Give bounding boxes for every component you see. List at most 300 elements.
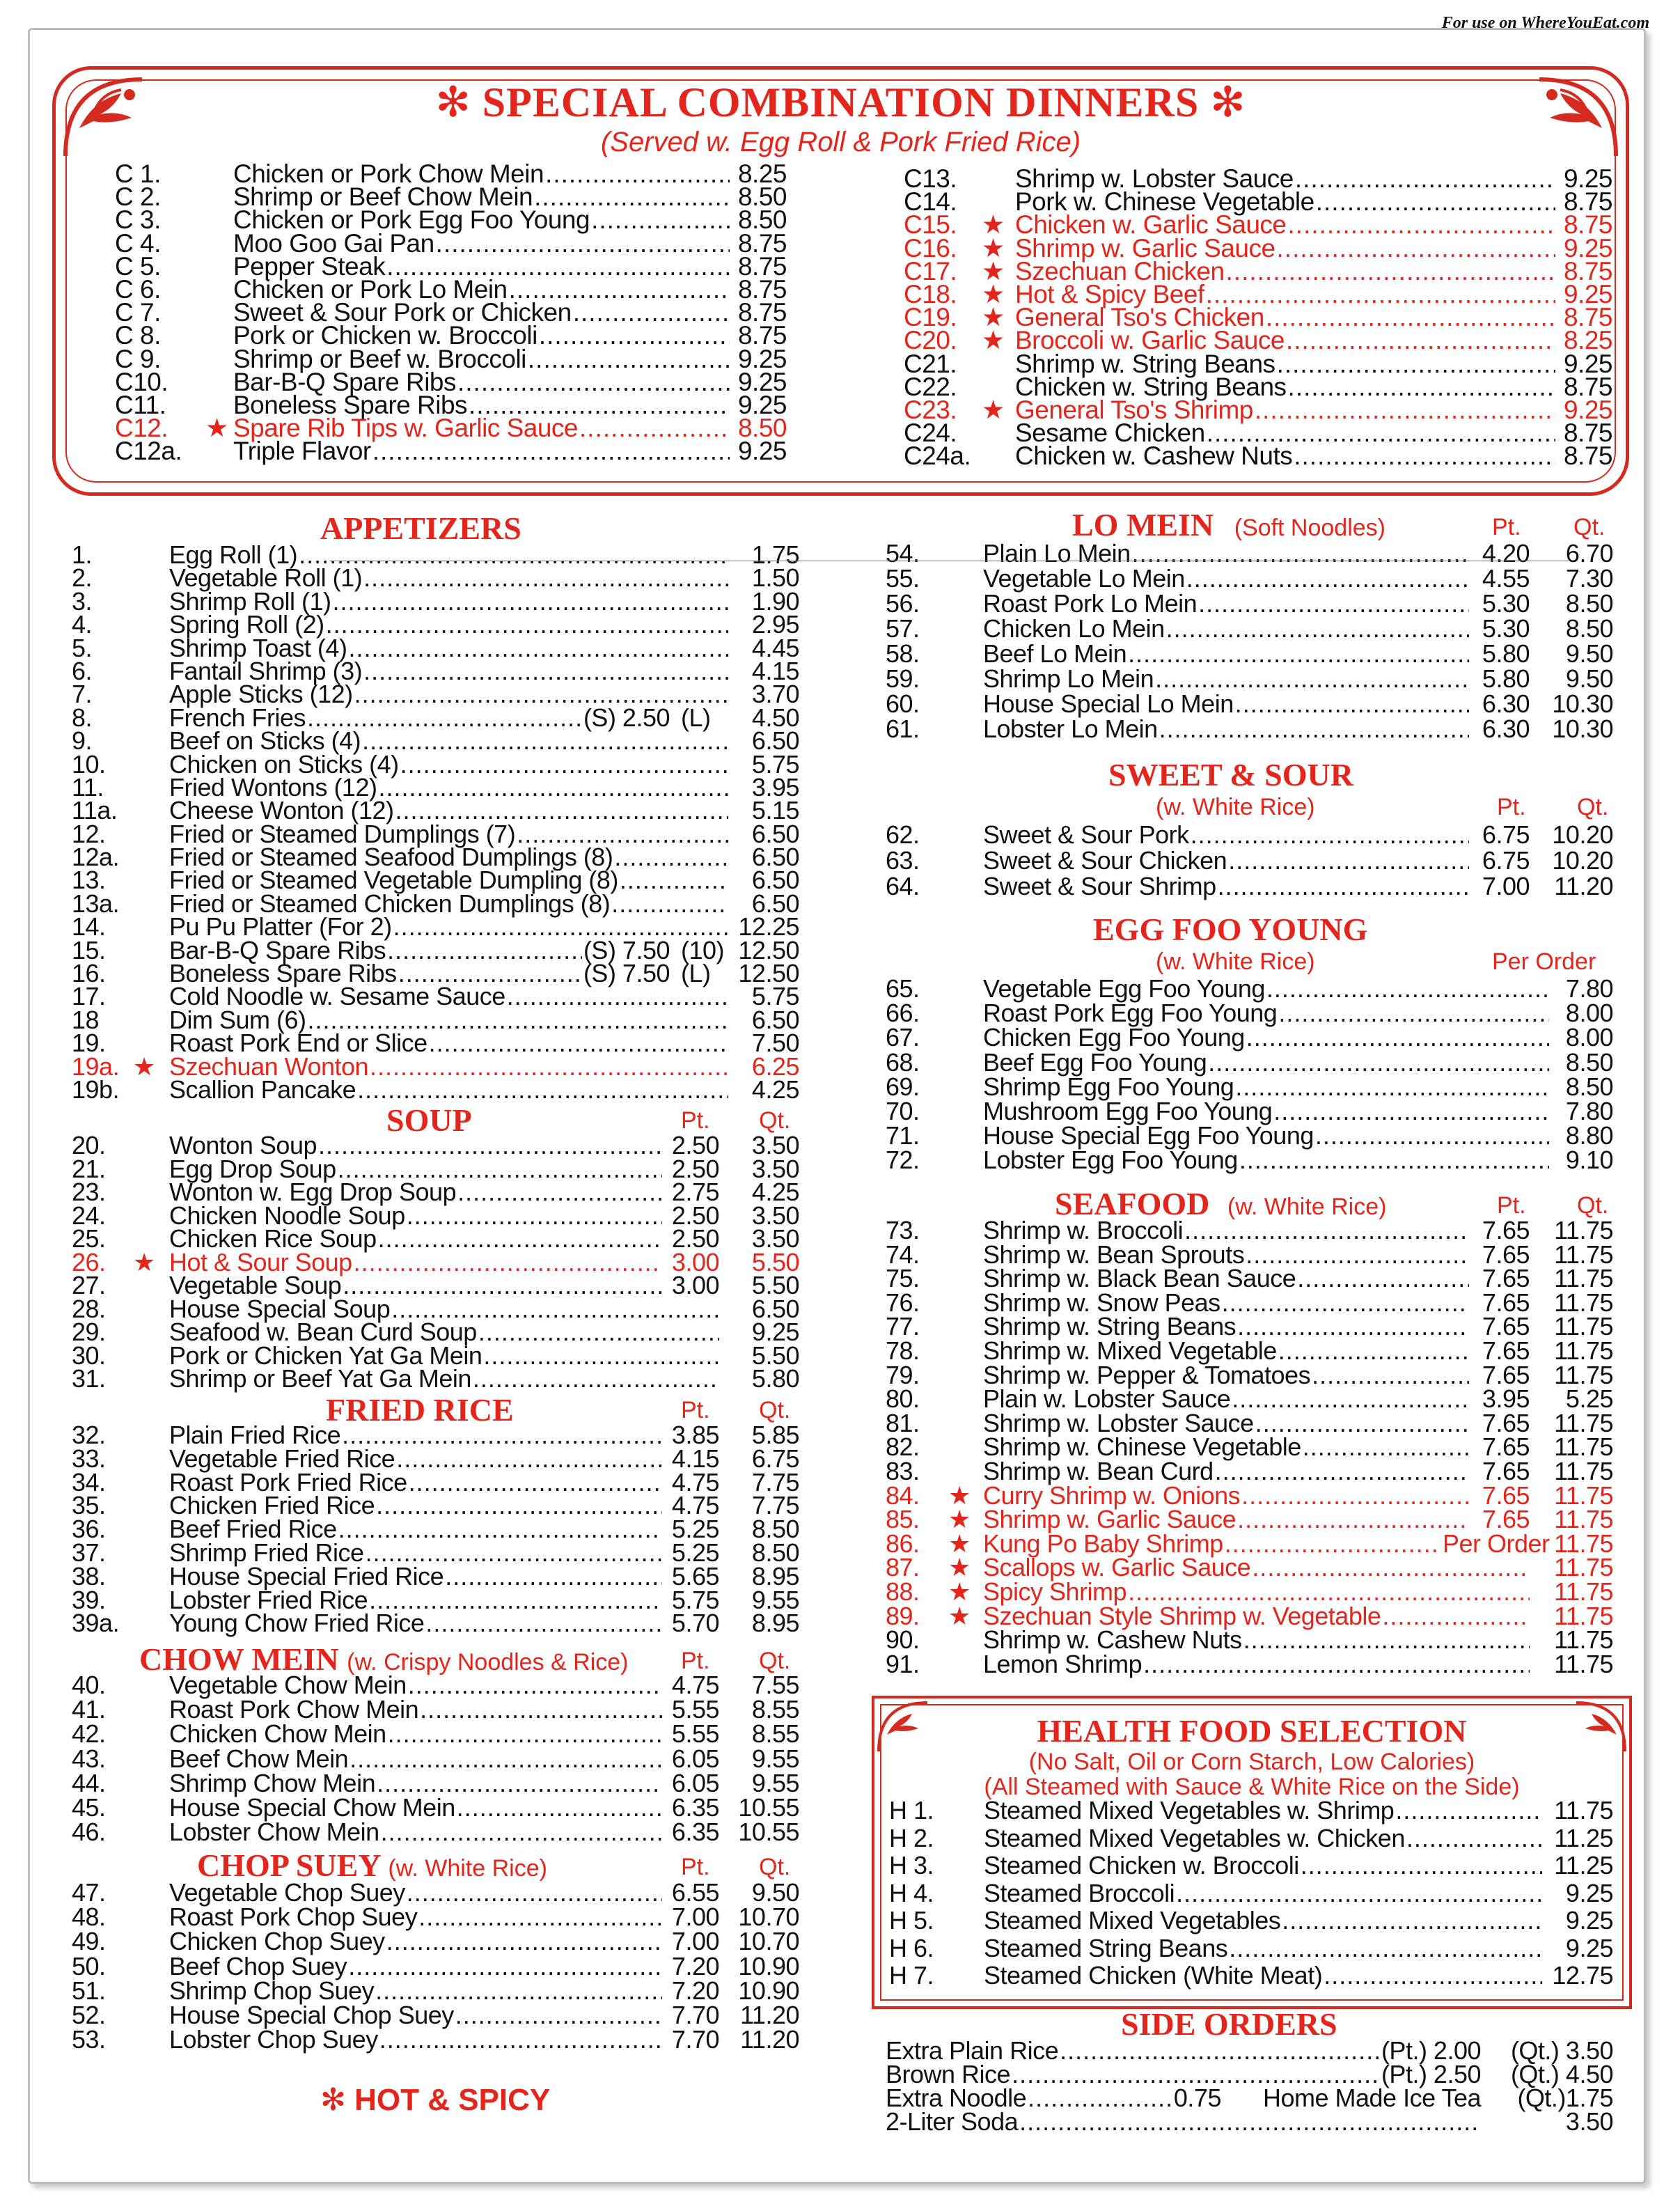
item-name: Steamed Mixed Vegetables xyxy=(984,1906,1281,1935)
item-number: 63. xyxy=(886,846,920,875)
item-name: Egg Roll (1) xyxy=(169,540,298,569)
item-name: Roast Pork End or Slice xyxy=(169,1029,427,1058)
item-name: House Special Fried Rice xyxy=(169,1561,444,1591)
menu-item-row xyxy=(886,541,1613,566)
item-name: Chicken w. Garlic Sauce xyxy=(1015,210,1287,240)
item-name: Roast Pork Egg Foo Young xyxy=(983,999,1278,1028)
menu-item-row xyxy=(904,326,1612,355)
item-name: Vegetable Chop Suey xyxy=(169,1878,405,1907)
item-price: 4.45 xyxy=(751,633,799,662)
chow-mein-list xyxy=(72,1671,799,1847)
item-name: Roast Pork Fried Rice xyxy=(169,1467,407,1497)
pint-price: 6.35 xyxy=(671,1792,719,1822)
item-number: 11a. xyxy=(72,796,118,825)
sweet-sour-list xyxy=(886,822,1613,899)
leader-dots xyxy=(1315,1123,1549,1148)
item-price: 9.25 xyxy=(1565,1906,1613,1935)
item-price: 8.75 xyxy=(1563,372,1612,401)
leader-dots xyxy=(375,1978,662,2003)
item-name: Moo Goo Gai Pan xyxy=(233,228,434,258)
item-price: 8.50 xyxy=(737,414,787,443)
leader-dots xyxy=(1143,1653,1530,1677)
menu-item-row xyxy=(889,1852,1613,1880)
item-price: 6.50 xyxy=(751,819,799,848)
item-number: C24a. xyxy=(904,442,971,471)
leader-dots xyxy=(1295,167,1555,190)
item-number: C18. xyxy=(904,279,957,308)
menu-item-row xyxy=(72,819,799,848)
item-number: 38. xyxy=(72,1561,106,1591)
per-order-label: Per Order xyxy=(1443,1529,1550,1558)
menu-item-row xyxy=(886,1216,1613,1244)
hot-star-icon: ★ xyxy=(982,210,1005,240)
item-number: 37. xyxy=(72,1538,106,1567)
menu-item-row xyxy=(72,1341,799,1370)
menu-item-row xyxy=(72,1903,799,1932)
leader-dots xyxy=(1406,1825,1542,1852)
item-name: Chicken or Pork Lo Mein xyxy=(233,274,508,304)
quart-price: (Qt.) 3.50 xyxy=(1510,2036,1613,2065)
item-name: Chicken on Sticks (4) xyxy=(169,749,399,779)
item-name: Szechuan Wonton xyxy=(169,1052,369,1081)
item-number: 59. xyxy=(886,664,920,693)
leader-dots xyxy=(1060,2039,1380,2063)
menu-item-row xyxy=(886,591,1613,616)
pint-price: 7.00 xyxy=(671,1927,719,1956)
item-name: Shrimp or Beef Chow Mein xyxy=(233,182,533,212)
menu-item-row xyxy=(886,1023,1613,1052)
menu-item-row xyxy=(72,656,799,685)
item-name: Beef Lo Mein xyxy=(983,639,1127,668)
item-number: 91. xyxy=(886,1649,920,1678)
menu-item-row xyxy=(72,1561,799,1591)
menu-item-row xyxy=(115,344,787,373)
menu-item-row xyxy=(72,1180,799,1204)
item-number: 28. xyxy=(72,1294,106,1323)
item-name: Roast Pork Chow Mein xyxy=(169,1695,419,1724)
hot-star-icon: ★ xyxy=(205,414,228,443)
leader-dots xyxy=(372,439,730,462)
item-price: 12.25 xyxy=(738,912,799,942)
item-price: 8.50 xyxy=(737,205,787,235)
egg-foo-young-title: EGG FOO YOUNG xyxy=(1093,912,1368,947)
pint-price: 5.30 xyxy=(1482,614,1530,643)
item-number: C 1. xyxy=(115,159,161,188)
menu-item-row xyxy=(886,1336,1613,1365)
item-name: Sesame Chicken xyxy=(1015,419,1205,448)
item-name: Shrimp w. Garlic Sauce xyxy=(1015,233,1275,263)
menu-item-row xyxy=(886,1408,1613,1437)
item-number: 33. xyxy=(72,1444,106,1473)
item-number: H 2. xyxy=(889,1823,934,1852)
item-name: Boneless Spare Ribs xyxy=(169,959,397,988)
menu-item-row xyxy=(72,1585,799,1614)
pint-price: 7.65 xyxy=(1482,1216,1530,1244)
item-number: 45. xyxy=(72,1792,106,1822)
watermark: For use on WhereYouEat.com xyxy=(1441,14,1649,32)
item-number: 53. xyxy=(72,2025,106,2054)
item-name: Shrimp w. Chinese Vegetable xyxy=(983,1432,1301,1462)
item-number: C 9. xyxy=(115,344,161,373)
item-number: 20. xyxy=(72,1131,106,1159)
per-order-header: Per Order xyxy=(1492,948,1596,975)
item-price: 1.50 xyxy=(751,563,799,593)
leader-dots xyxy=(1235,1075,1549,1099)
item-number: 19b. xyxy=(72,1075,120,1104)
item-number: 13. xyxy=(72,866,106,895)
leader-dots xyxy=(386,255,730,278)
item-price: 8.75 xyxy=(737,321,787,350)
item-number: 66. xyxy=(886,999,920,1028)
pint-price: 7.00 xyxy=(671,1903,719,1932)
item-number: 35. xyxy=(72,1491,106,1520)
leader-dots xyxy=(400,753,728,776)
menu-item-row xyxy=(72,1154,799,1183)
item-price: 12.75 xyxy=(1552,1961,1613,1990)
pint-price: 7.00 xyxy=(1482,872,1530,900)
quart-price: 10.70 xyxy=(738,1903,799,1932)
leader-dots xyxy=(1226,260,1555,283)
menu-item-row xyxy=(886,1384,1613,1414)
item-price: 8.75 xyxy=(1563,210,1612,240)
menu-item-row xyxy=(115,321,787,350)
menu-item-row xyxy=(886,1146,1613,1175)
leader-dots xyxy=(395,799,728,822)
item-number: 70. xyxy=(886,1096,920,1125)
item-name: House Special Egg Foo Young xyxy=(983,1121,1314,1150)
item-price: 8.50 xyxy=(1565,1072,1613,1101)
menu-item-row xyxy=(72,1978,799,2003)
quart-price: 7.55 xyxy=(751,1671,799,1699)
item-number: 58. xyxy=(886,639,920,668)
leader-dots xyxy=(1252,1556,1530,1580)
menu-item-row xyxy=(886,1288,1613,1317)
quart-price: 8.50 xyxy=(751,1515,799,1544)
item-number: 4. xyxy=(72,610,93,639)
menu-item-row xyxy=(886,1264,1613,1293)
item-price: 9.25 xyxy=(1563,395,1612,424)
item-name: Shrimp w. Broccoli xyxy=(983,1216,1184,1244)
item-price: 8.75 xyxy=(737,251,787,281)
menu-item-row xyxy=(72,1423,799,1447)
item-name: Shrimp or Beef w. Broccoli xyxy=(233,344,526,373)
leader-dots xyxy=(1316,190,1555,213)
menu-item-row xyxy=(886,1505,1613,1534)
pint-price: 6.55 xyxy=(671,1878,719,1907)
menu-item-row xyxy=(886,1072,1613,1101)
item-name: Pu Pu Platter (For 2) xyxy=(169,912,392,942)
size-label: (10) xyxy=(681,935,725,964)
leader-dots xyxy=(418,1905,662,1929)
item-number: 50. xyxy=(72,1951,106,1980)
leader-dots xyxy=(326,613,728,636)
menu-item-row xyxy=(72,1768,799,1797)
pint-price: 3.00 xyxy=(671,1247,719,1276)
item-number: 68. xyxy=(886,1047,920,1077)
item-number: 64. xyxy=(886,872,920,900)
item-name: Fried or Steamed Chicken Dumplings (8) xyxy=(169,889,611,918)
item-price: 8.75 xyxy=(1563,303,1612,332)
seafood-list xyxy=(886,1216,1613,1678)
item-number: 13a. xyxy=(72,889,120,918)
quart-price: 9.50 xyxy=(751,1878,799,1907)
size-label: (L) xyxy=(681,703,711,732)
item-number: 39a. xyxy=(72,1609,120,1638)
item-name: Shrimp Lo Mein xyxy=(983,664,1154,693)
item-name: Plain Lo Mein xyxy=(983,539,1131,568)
item-number: 24. xyxy=(72,1201,106,1230)
health-subtitle-1: (No Salt, Oil or Corn Starch, Low Calories) xyxy=(1028,1749,1475,1775)
leader-dots xyxy=(573,301,730,324)
side-order-row xyxy=(886,2107,1613,2136)
item-name: Fantail Shrimp (3) xyxy=(169,656,363,685)
leader-dots xyxy=(1266,306,1555,329)
item-name: Boneless Spare Ribs xyxy=(233,390,468,419)
quart-price: 11.75 xyxy=(1554,1240,1613,1269)
hot-star-icon: ★ xyxy=(948,1553,971,1582)
item-name: Shrimp w. Mixed Vegetable xyxy=(983,1336,1277,1365)
item-name: Kung Po Baby Shrimp xyxy=(983,1529,1223,1558)
pint-price: 7.65 xyxy=(1482,1360,1530,1389)
item-name: House Special Lo Mein xyxy=(983,689,1234,718)
item-number: C20. xyxy=(904,326,957,355)
quart-price: 8.55 xyxy=(751,1719,799,1749)
item-number: 17. xyxy=(72,982,106,1011)
quart-price: 3.50 xyxy=(1565,2107,1613,2136)
item-price: 6.50 xyxy=(751,726,799,756)
leader-dots xyxy=(1215,1460,1469,1484)
item-price: 8.75 xyxy=(1563,256,1612,286)
pt-header: Pt. xyxy=(681,1854,710,1880)
pint-price: (Pt.) 2.50 xyxy=(1381,2060,1481,2088)
quart-price: 11.20 xyxy=(1554,872,1613,900)
item-number: 61. xyxy=(886,714,920,743)
item-number: H 6. xyxy=(889,1933,934,1962)
pint-price: 5.55 xyxy=(671,1695,719,1724)
pint-price: 3.85 xyxy=(671,1421,719,1449)
menu-item-row xyxy=(886,1480,1613,1510)
item-name: Shrimp w. Bean Curd xyxy=(983,1456,1214,1485)
qt-header: Qt. xyxy=(1577,794,1609,820)
item-name: General Tso's Shrimp xyxy=(1015,395,1253,424)
item-price: 12.50 xyxy=(738,959,799,988)
quart-price: 3.50 xyxy=(751,1201,799,1230)
menu-item-row xyxy=(886,822,1613,847)
menu-item-row xyxy=(72,1719,799,1749)
combo-right-list xyxy=(904,164,1612,471)
item-price: 8.00 xyxy=(1565,999,1613,1028)
item-name: Lemon Shrimp xyxy=(983,1649,1143,1678)
leader-dots xyxy=(366,1541,662,1565)
menu-item-row xyxy=(886,1577,1613,1606)
item-name: Shrimp or Beef Yat Ga Mein xyxy=(169,1364,471,1393)
hot-star-icon: ★ xyxy=(982,233,1005,263)
leader-dots xyxy=(1208,1050,1549,1075)
leader-dots xyxy=(378,776,728,799)
item-price: 4.50 xyxy=(751,703,799,732)
pint-price: 2.50 xyxy=(671,1224,719,1253)
item-name: Shrimp w. String Beans xyxy=(1015,349,1275,378)
pint-price: 5.25 xyxy=(671,1515,719,1544)
item-name: Beef Chop Suey xyxy=(169,1951,347,1980)
quart-price: 6.75 xyxy=(751,1444,799,1473)
item-number: 42. xyxy=(72,1719,106,1749)
item-name: Vegetable Fried Rice xyxy=(169,1444,395,1473)
item-name: Vegetable Soup xyxy=(169,1271,342,1299)
menu-item-row xyxy=(72,1792,799,1822)
item-price: 9.25 xyxy=(1565,1933,1613,1962)
item-name: Lobster Chow Mein xyxy=(169,1818,379,1847)
side-order-row xyxy=(886,2036,1613,2065)
menu-item-row xyxy=(904,372,1612,401)
menu-item-row xyxy=(889,1962,1613,1990)
item-name: General Tso's Chicken xyxy=(1015,303,1264,332)
item-name: Chicken Fried Rice xyxy=(169,1491,375,1520)
menu-item-row xyxy=(72,959,799,988)
item-number: 72. xyxy=(886,1146,920,1175)
quart-price: 11.75 xyxy=(1554,1480,1613,1510)
leader-dots xyxy=(1237,1508,1469,1532)
item-name: Shrimp Roll (1) xyxy=(169,586,331,616)
item-price: 9.25 xyxy=(1563,279,1612,308)
appetizers-list xyxy=(72,540,799,1104)
item-price: 8.75 xyxy=(737,298,787,327)
menu-item-row xyxy=(72,563,799,593)
menu-item-row xyxy=(886,847,1613,873)
item-number: C17. xyxy=(904,256,957,286)
leader-dots xyxy=(1239,1148,1549,1172)
pt-header: Pt. xyxy=(681,1397,710,1423)
leader-dots xyxy=(1294,444,1555,467)
leader-dots xyxy=(1184,1219,1469,1243)
menu-item-row xyxy=(72,703,799,732)
item-name: Spicy Shrimp xyxy=(983,1577,1127,1606)
menu-item-row xyxy=(115,228,787,258)
item-name: Shrimp w. Garlic Sauce xyxy=(983,1505,1237,1534)
item-price: 8.75 xyxy=(1563,442,1612,471)
item-name: Sweet & Sour Pork or Chicken xyxy=(233,298,572,327)
item-name: Roast Pork Lo Mein xyxy=(983,589,1198,618)
pint-price: (Pt.) 2.00 xyxy=(1381,2036,1481,2065)
item-price: 1.75 xyxy=(751,540,799,569)
item-number: 49. xyxy=(72,1927,106,1956)
lo-mein-title: LO MEIN (Soft Noodles) xyxy=(1072,507,1386,542)
leader-dots xyxy=(370,1055,728,1078)
quart-price: 10.70 xyxy=(738,1927,799,1956)
item-number: 11. xyxy=(72,772,104,802)
menu-item-row xyxy=(72,889,799,918)
item-price: 5.15 xyxy=(751,796,799,825)
quart-price: (Qt.)1.75 xyxy=(1517,2084,1613,2112)
leader-dots xyxy=(1278,1339,1469,1364)
chop-suey-list xyxy=(72,1880,799,2052)
item-price: 8.75 xyxy=(737,228,787,258)
leader-dots xyxy=(620,868,728,891)
leader-dots xyxy=(1246,1025,1549,1049)
leader-dots xyxy=(1243,1628,1530,1653)
leader-dots xyxy=(1382,1604,1530,1629)
menu-item-row xyxy=(886,1432,1613,1462)
quart-price: 9.55 xyxy=(751,1585,799,1614)
menu-item-row xyxy=(72,912,799,942)
menu-item-row xyxy=(72,2000,799,2029)
item-price: 6.50 xyxy=(751,889,799,918)
quart-price: 3.50 xyxy=(751,1224,799,1253)
combo-left-list xyxy=(115,159,787,466)
quart-price: 11.75 xyxy=(1554,1336,1613,1365)
leader-dots xyxy=(1301,1852,1542,1880)
menu-item-row xyxy=(886,1601,1613,1630)
leader-dots xyxy=(1303,1435,1469,1460)
qt-header: Qt. xyxy=(759,1107,791,1134)
leader-dots xyxy=(1012,2063,1380,2086)
item-name: Extra Noodle xyxy=(886,2084,1027,2112)
menu-item-row xyxy=(72,1491,799,1520)
quart-price: 3.50 xyxy=(751,1154,799,1183)
item-number: C23. xyxy=(904,395,957,424)
qt-header: Qt. xyxy=(759,1397,791,1423)
item-name: Szechuan Style Shrimp w. Vegetable xyxy=(983,1601,1381,1630)
item-number: 55. xyxy=(886,564,920,593)
quart-price: 11.75 xyxy=(1554,1456,1613,1485)
item-price: 8.00 xyxy=(1565,1023,1613,1052)
pint-price: 4.20 xyxy=(1482,539,1530,568)
item-name: Szechuan Chicken xyxy=(1015,256,1225,286)
size-label: (L) xyxy=(681,959,711,988)
item-number: 89. xyxy=(886,1601,920,1630)
item-name: Curry Shrimp w. Onions xyxy=(983,1480,1241,1510)
item-price: 11.25 xyxy=(1554,1851,1613,1880)
item-name: Shrimp Egg Foo Young xyxy=(983,1072,1234,1101)
item-name: Sweet & Sour Chicken xyxy=(983,846,1227,875)
menu-item-row xyxy=(886,873,1613,899)
leader-dots xyxy=(1228,847,1469,873)
item-name: Shrimp w. Cashew Nuts xyxy=(983,1625,1242,1655)
item-price: 9.25 xyxy=(737,390,787,419)
leader-dots xyxy=(1237,1315,1469,1339)
quart-price: 8.55 xyxy=(751,1695,799,1724)
item-number: C11. xyxy=(115,390,166,419)
quart-price: 5.50 xyxy=(751,1341,799,1370)
item-price: 6.50 xyxy=(751,843,799,872)
item-number: 9. xyxy=(72,726,93,756)
menu-item-row xyxy=(886,1360,1613,1389)
menu-item-row xyxy=(886,1312,1613,1341)
hot-star-icon: ★ xyxy=(982,303,1005,332)
menu-item-row xyxy=(72,1695,799,1724)
leader-dots xyxy=(377,1771,662,1795)
quart-price: 11.75 xyxy=(1554,1649,1613,1678)
pint-price: 7.65 xyxy=(1482,1288,1530,1317)
item-price: 5.75 xyxy=(751,982,799,1011)
quart-price: 8.50 xyxy=(1565,614,1613,643)
hot-star-icon: ★ xyxy=(982,256,1005,286)
menu-item-row xyxy=(72,540,799,569)
menu-item-row xyxy=(889,1880,1613,1907)
leader-dots xyxy=(1176,1880,1542,1907)
item-number: C 2. xyxy=(115,182,161,212)
item-name: Fried or Steamed Dumplings (7) xyxy=(169,819,516,848)
lo-mein-list xyxy=(886,541,1613,742)
item-name: Spare Rib Tips w. Garlic Sauce xyxy=(233,414,578,443)
item-price: 7.80 xyxy=(1565,1096,1613,1125)
item-number: 84. xyxy=(886,1480,920,1510)
menu-item-row xyxy=(72,1818,799,1847)
item-number: C 8. xyxy=(115,321,161,350)
quart-price: 9.50 xyxy=(1565,639,1613,668)
item-price: 9.25 xyxy=(737,437,787,466)
item-name: Vegetable Chow Mein xyxy=(169,1671,407,1699)
